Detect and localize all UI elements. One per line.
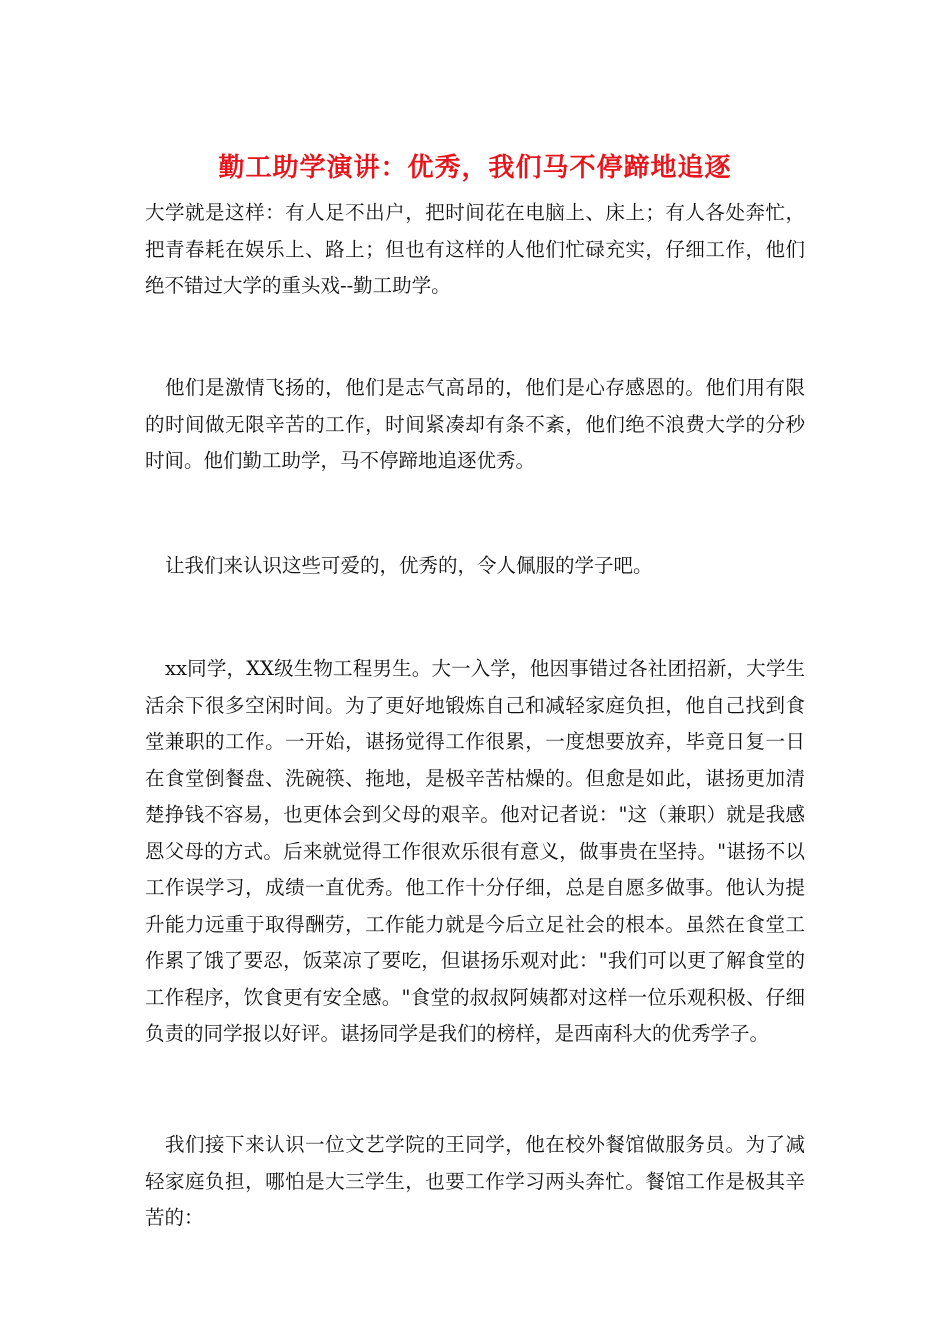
paragraph-meet-students: 让我们来认识这些可爱的，优秀的，令人佩服的学子吧。	[165, 554, 653, 577]
document-title: 勤工助学演讲：优秀，我们马不停蹄地追逐	[218, 153, 732, 183]
paragraph-student-wang: 我们接下来认识一位文艺学院的王同学，他在校外餐馆做服务员。为了减轻家庭负担，哪怕是大三学生，也要工作学习两头奔忙。餐馆工作是极其辛苦的：	[145, 1133, 805, 1229]
paragraph-intro: 大学就是这样：有人足不出户，把时间花在电脑上、床上；有人各处奔忙，把青春耗在娱乐上、路上；但也有这样的人他们忙碌充实，仔细工作，他们绝不错过大学的重头戏--勤工助学。	[145, 201, 805, 297]
paragraph-student-xx: xx同学，XX级生物工程男生。大一入学，他因事错过各社团招新，大学生活余下很多空闲时间。为了更好地锻炼自己和减轻家庭负担，他自己找到食堂兼职的工作。一开始，谌扬觉得工作很累，一度想要放弃，毕竟日复一日在食堂倒餐盘、洗碗筷、拖地，是极辛苦枯燥的。但愈是如此，谌扬更加清楚挣钱不容易，也更体会到父母的艰辛。他对记者说："这（兼职）就是我感恩父母的方式。后来就觉得工作很欢乐很有意义，做事贵在坚持。"谌扬不以工作误学习，成绩一直优秀。他工作十分仔细，总是自愿多做事。他认为提升能力远重于取得酬劳，工作能力就是今后立足社会的根本。虽然在食堂工作累了饿了要忍，饭菜凉了要吃，但谌扬乐观对此："我们可以更了解食堂的工作程序，饮食更有安全感。"食堂的叔叔阿姨都对这样一位乐观积极、仔细负责的同学报以好评。谌扬同学是我们的榜样，是西南科大的优秀学子。	[145, 657, 805, 1045]
paragraph-passion: 他们是激情飞扬的，他们是志气高昂的，他们是心存感恩的。他们用有限的时间做无限辛苦的工作，时间紧凑却有条不紊，他们绝不浪费大学的分秒时间。他们勤工助学，马不停蹄地追逐优秀。	[145, 376, 805, 472]
